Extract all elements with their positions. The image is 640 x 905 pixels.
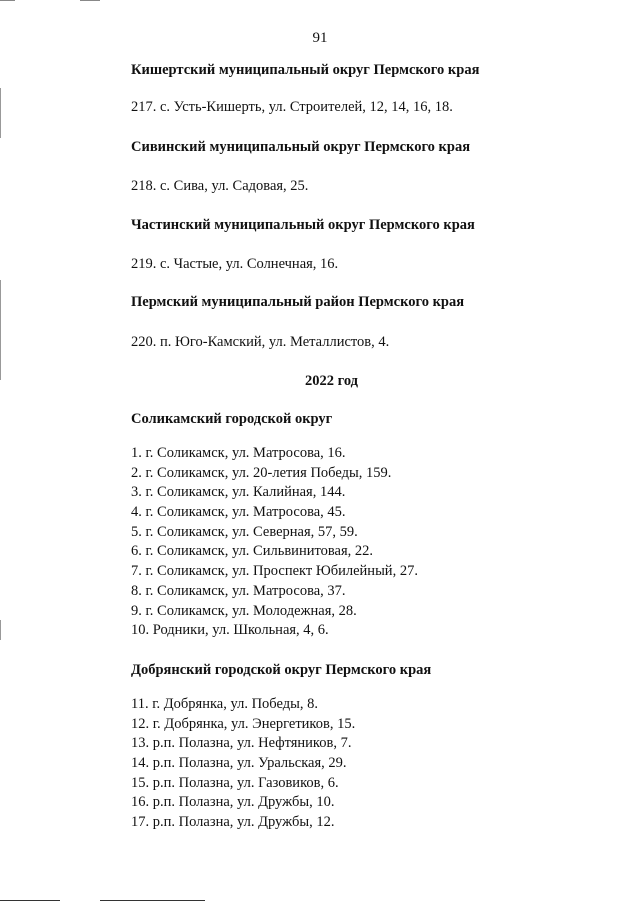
list-item: 2. г. Соликамск, ул. 20-летия Победы, 159.: [131, 464, 392, 481]
address-entry: 220. п. Юго-Камский, ул. Металлистов, 4.: [131, 334, 390, 350]
scan-edge-mark: [0, 0, 15, 1]
list-item: 6. г. Соликамск, ул. Сильвинитовая, 22.: [131, 543, 373, 560]
list-item: 8. г. Соликамск, ул. Матросова, 37.: [131, 582, 346, 599]
address-list: [131, 695, 355, 833]
list-item: 17. р.п. Полазна, ул. Дружбы, 12.: [131, 814, 335, 831]
scan-edge-mark: [0, 88, 1, 138]
list-item: 14. р.п. Полазна, ул. Уральская, 29.: [131, 755, 347, 772]
list-item: 3. г. Соликамск, ул. Калийная, 144.: [131, 484, 346, 501]
section-heading: Частинский муниципальный округ Пермского края: [131, 217, 475, 233]
list-item: 1. г. Соликамск, ул. Матросова, 16.: [131, 445, 346, 461]
scan-edge-mark: [80, 0, 100, 1]
address-list: [131, 444, 418, 641]
list-item: 15. р.п. Полазна, ул. Газовиков, 6.: [131, 774, 339, 791]
list-item: 11. г. Добрянка, ул. Победы, 8.: [131, 696, 318, 712]
section-heading: Сивинский муниципальный округ Пермского края: [131, 139, 471, 155]
list-item: 10. Родники, ул. Школьная, 4, 6.: [131, 622, 329, 639]
scan-edge-mark: [0, 900, 60, 901]
list-item: 9. г. Соликамск, ул. Молодежная, 28.: [131, 602, 357, 619]
section-heading: Соликамский городской округ: [131, 411, 333, 427]
page-number: 91: [312, 30, 328, 46]
list-item: 13. р.п. Полазна, ул. Нефтяников, 7.: [131, 735, 352, 752]
list-item: 12. г. Добрянка, ул. Энергетиков, 15.: [131, 715, 356, 732]
scan-edge-mark: [0, 280, 1, 380]
address-entry: 219. с. Частые, ул. Солнечная, 16.: [131, 256, 339, 272]
section-heading: Пермский муниципальный район Пермского края: [131, 294, 465, 310]
list-item: 5. г. Соликамск, ул. Северная, 57, 59.: [131, 523, 358, 540]
scan-edge-mark: [0, 620, 1, 640]
list-item: 16. р.п. Полазна, ул. Дружбы, 10.: [131, 794, 335, 811]
section-heading: Кишертский муниципальный округ Пермского края: [131, 62, 480, 78]
scan-edge-mark: [100, 900, 205, 901]
list-item: 7. г. Соликамск, ул. Проспект Юбилейный, 27.: [131, 563, 418, 580]
year-heading: 2022 год: [304, 373, 358, 389]
address-entry: 218. с. Сива, ул. Садовая, 25.: [131, 178, 309, 194]
list-item: 4. г. Соликамск, ул. Матросова, 45.: [131, 504, 346, 521]
address-entry: 217. с. Усть-Кишерть, ул. Строителей, 12, 14, 16, 18.: [131, 99, 453, 115]
section-heading: Добрянский городской округ Пермского края: [131, 662, 432, 678]
